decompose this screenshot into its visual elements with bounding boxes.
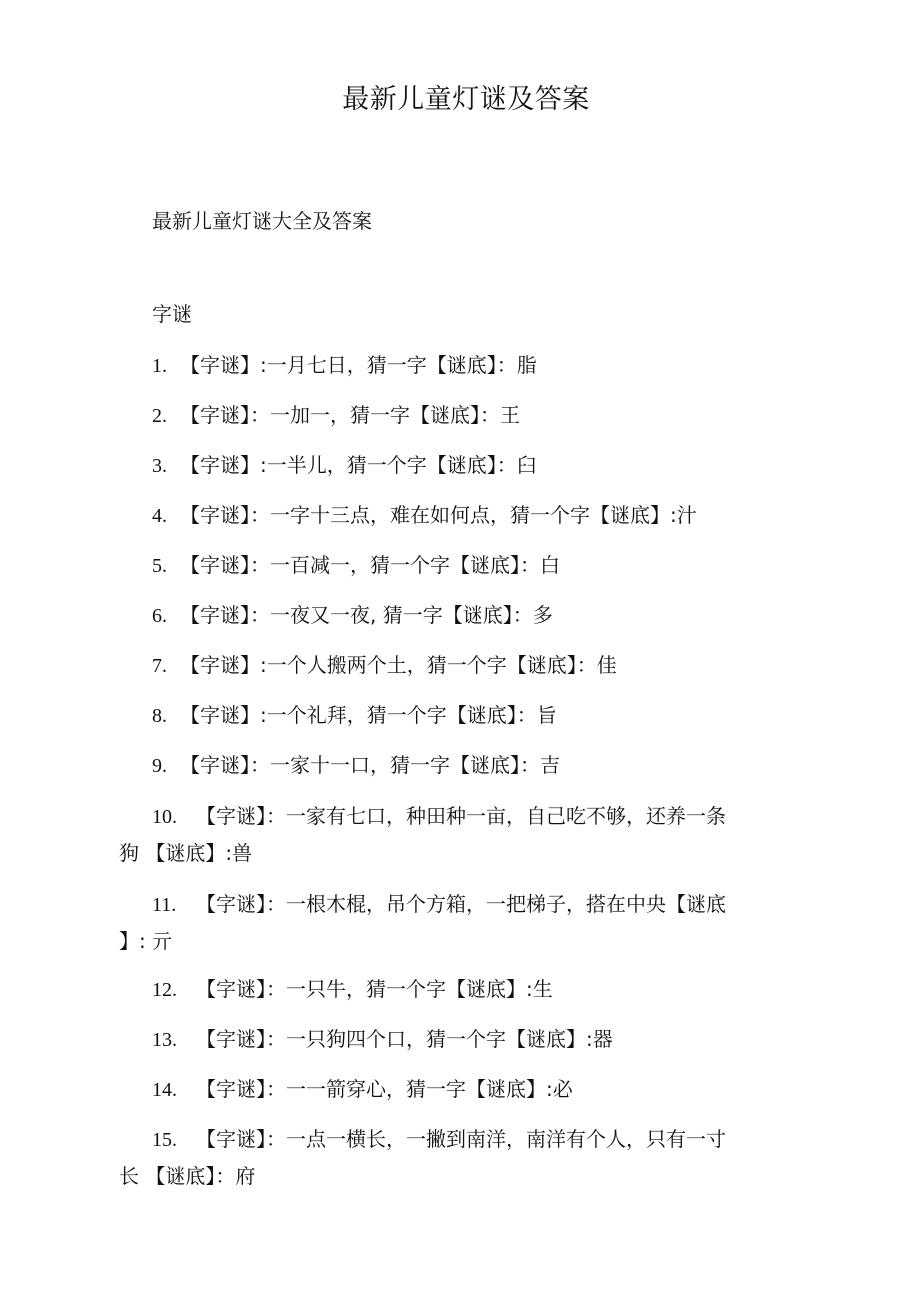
item-number: 12. bbox=[152, 979, 177, 1001]
riddle-item bbox=[124, 597, 800, 634]
document-subtitle: 最新儿童灯谜大全及答案 bbox=[152, 209, 372, 233]
item-text: 【字谜】：一百减一，猜一个字【谜底】：白 bbox=[180, 553, 560, 577]
riddle-item bbox=[119, 1121, 800, 1194]
riddle-item bbox=[124, 647, 800, 684]
item-line-1 bbox=[124, 886, 800, 923]
item-number: 10. bbox=[152, 806, 177, 828]
item-text: 【字谜】:一月七日，猜一字【谜底】：脂 bbox=[180, 353, 537, 377]
item-text: 【字谜】：一点一横长，一撇到南洋，南洋有个人，只有一寸 bbox=[196, 1127, 726, 1151]
item-text: 【字谜】：一只牛，猜一个字【谜底】:生 bbox=[196, 977, 553, 1001]
riddle-item bbox=[124, 347, 800, 384]
riddle-item bbox=[124, 447, 800, 484]
riddle-item bbox=[124, 1021, 800, 1058]
item-number: 6. bbox=[152, 605, 167, 627]
item-line-2: 】: 亓 bbox=[119, 929, 173, 953]
item-line-2: 狗 【谜底】:兽 bbox=[119, 841, 253, 865]
item-line-1 bbox=[124, 798, 800, 835]
item-text: 【字谜】：一只狗四个口，猜一个字【谜底】:器 bbox=[196, 1027, 613, 1051]
item-number: 14. bbox=[152, 1079, 177, 1101]
riddle-item bbox=[119, 886, 800, 959]
item-number: 8. bbox=[152, 705, 167, 727]
riddle-item bbox=[124, 497, 800, 534]
riddle-item bbox=[124, 547, 800, 584]
item-text: 【字谜】：一字十三点，难在如何点，猜一个字【谜底】:汁 bbox=[180, 503, 697, 527]
item-number: 5. bbox=[152, 555, 167, 577]
item-number: 4. bbox=[152, 505, 167, 527]
item-number: 13. bbox=[152, 1029, 177, 1051]
item-number: 1. bbox=[152, 355, 167, 377]
riddle-item bbox=[124, 1071, 800, 1108]
section-heading: 字谜 bbox=[152, 302, 192, 326]
item-number: 7. bbox=[152, 655, 167, 677]
document-title: 最新儿童灯谜及答案 bbox=[342, 84, 590, 115]
item-text: 【字谜】：一一箭穿心，猜一字【谜底】:必 bbox=[196, 1077, 573, 1101]
item-text: 【字谜】：一家十一口，猜一字【谜底】：吉 bbox=[180, 753, 560, 777]
item-number: 15. bbox=[152, 1129, 177, 1151]
item-text: 【字谜】：一根木棍，吊个方箱，一把梯子，搭在中央【谜底 bbox=[196, 892, 726, 916]
item-text: 【字谜】：一夜又一夜, 猜一字【谜底】：多 bbox=[180, 603, 553, 627]
item-text: 【字谜】:一个人搬两个土，猜一个字【谜底】：佳 bbox=[180, 653, 617, 677]
item-number: 2. bbox=[152, 405, 167, 427]
riddle-item bbox=[124, 397, 800, 434]
item-line-2: 长 【谜底】：府 bbox=[119, 1164, 256, 1188]
riddle-item bbox=[119, 798, 800, 871]
item-text: 【字谜】：一加一，猜一字【谜底】：王 bbox=[180, 403, 520, 427]
riddle-item bbox=[124, 747, 800, 784]
item-line-1 bbox=[124, 1121, 800, 1158]
item-text: 【字谜】：一家有七口，种田种一亩，自己吃不够，还养一条 bbox=[196, 804, 726, 828]
item-number: 9. bbox=[152, 755, 167, 777]
riddle-item bbox=[124, 971, 800, 1008]
item-number: 11. bbox=[152, 894, 177, 916]
riddle-item bbox=[124, 697, 800, 734]
item-text: 【字谜】:一个礼拜，猜一个字【谜底】：旨 bbox=[180, 703, 557, 727]
item-number: 3. bbox=[152, 455, 167, 477]
item-text: 【字谜】:一半儿，猜一个字【谜底】：臼 bbox=[180, 453, 537, 477]
